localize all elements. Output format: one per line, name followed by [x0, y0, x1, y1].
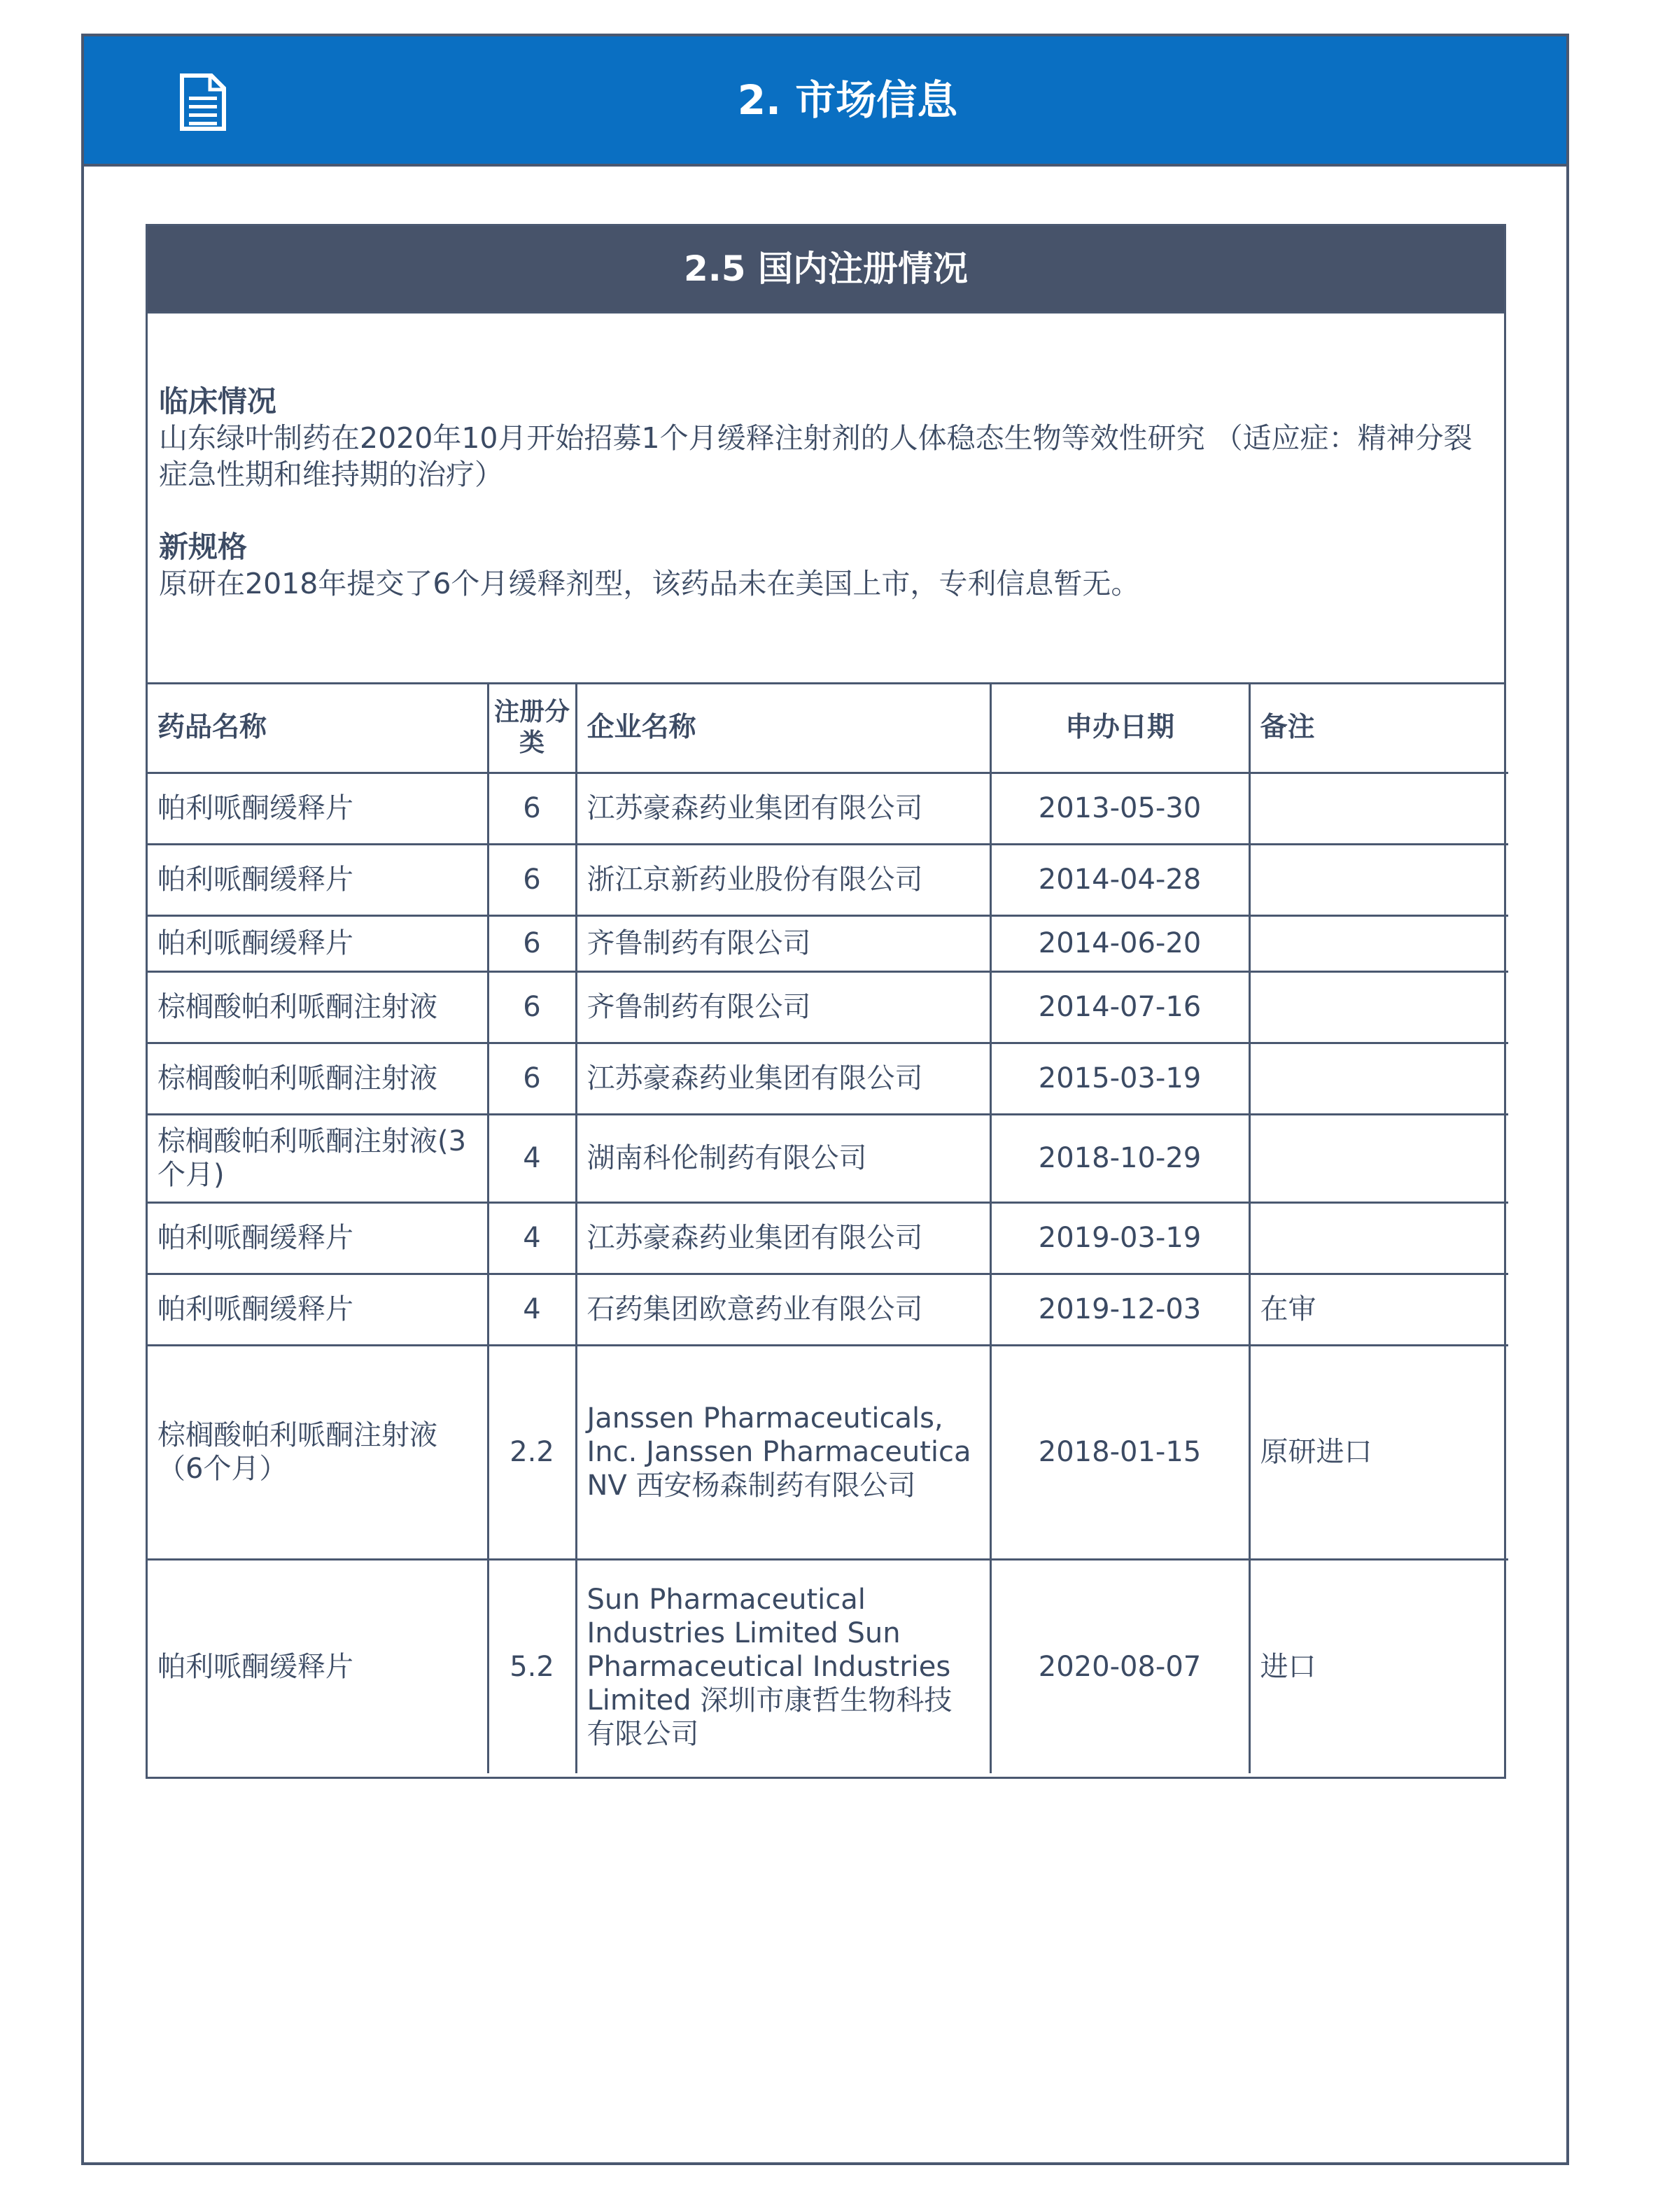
cell-date: 2018-01-15 [990, 1345, 1249, 1559]
cell-note [1249, 844, 1508, 915]
cell-note: 进口 [1249, 1559, 1508, 1773]
cell-class: 6 [488, 1043, 576, 1114]
page-frame [81, 34, 1569, 2165]
cell-date: 2014-06-20 [990, 915, 1249, 971]
cell-note [1249, 1043, 1508, 1114]
table-row [148, 915, 1508, 971]
cell-drug: 帕利哌酮缓释片 [148, 1559, 488, 1773]
cell-drug: 棕榈酸帕利哌酮注射液 [148, 1043, 488, 1114]
cell-note [1249, 971, 1508, 1043]
header-date: 申办日期 [990, 684, 1249, 773]
header-class: 注册分类 [488, 684, 576, 773]
table-row [148, 1043, 1508, 1114]
registration-table [148, 684, 1508, 1773]
cell-drug: 帕利哌酮缓释片 [148, 1274, 488, 1345]
cell-date: 2020-08-07 [990, 1559, 1249, 1773]
page-header [84, 36, 1566, 167]
cell-class: 5.2 [488, 1559, 576, 1773]
table-row [148, 773, 1508, 844]
intro-block [148, 314, 1504, 684]
cell-company: 江苏豪森药业集团有限公司 [576, 1202, 990, 1274]
cell-class: 4 [488, 1114, 576, 1202]
table-row [148, 971, 1508, 1043]
cell-class: 4 [488, 1202, 576, 1274]
table-row [148, 1274, 1508, 1345]
table-row [148, 1114, 1508, 1202]
cell-drug: 棕榈酸帕利哌酮注射液(3个月) [148, 1114, 488, 1202]
table-row [148, 1345, 1508, 1559]
cell-note [1249, 773, 1508, 844]
cell-class: 6 [488, 971, 576, 1043]
table-row [148, 844, 1508, 915]
cell-company: 江苏豪森药业集团有限公司 [576, 773, 990, 844]
cell-note: 原研进口 [1249, 1345, 1508, 1559]
header-company: 企业名称 [576, 684, 990, 773]
cell-company: 石药集团欧意药业有限公司 [576, 1274, 990, 1345]
cell-date: 2015-03-19 [990, 1043, 1249, 1114]
cell-company: 湖南科伦制药有限公司 [576, 1114, 990, 1202]
cell-drug: 帕利哌酮缓释片 [148, 773, 488, 844]
clinical-heading: 临床情况 [159, 384, 277, 418]
header-note: 备注 [1249, 684, 1508, 773]
spec-heading: 新规格 [159, 530, 248, 564]
cell-drug: 帕利哌酮缓释片 [148, 844, 488, 915]
cell-company: 齐鲁制药有限公司 [576, 971, 990, 1043]
cell-company: Sun Pharmaceutical Industries Limited Sun Pharmaceutical Industries Limited 深圳市康哲生物科技有限公司 [576, 1559, 990, 1773]
cell-note [1249, 1114, 1508, 1202]
cell-date: 2018-10-29 [990, 1114, 1249, 1202]
cell-drug: 帕利哌酮缓释片 [148, 1202, 488, 1274]
cell-class: 4 [488, 1274, 576, 1345]
cell-note: 在审 [1249, 1274, 1508, 1345]
cell-drug: 棕榈酸帕利哌酮注射液 [148, 971, 488, 1043]
cell-company: 江苏豪森药业集团有限公司 [576, 1043, 990, 1114]
cell-class: 6 [488, 915, 576, 971]
table-row [148, 1202, 1508, 1274]
table-row [148, 1559, 1508, 1773]
clinical-text: 山东绿叶制药在2020年10月开始招募1个月缓释注射剂的人体稳态生物等效性研究 （适应症：精神分裂症急性期和维持期的治疗） [159, 421, 1473, 491]
cell-drug: 棕榈酸帕利哌酮注射液（6个月） [148, 1345, 488, 1559]
cell-class: 6 [488, 844, 576, 915]
cell-company: Janssen Pharmaceuticals, Inc. Janssen Pharmaceutica NV 西安杨森制药有限公司 [576, 1345, 990, 1559]
cell-date: 2019-12-03 [990, 1274, 1249, 1345]
cell-company: 浙江京新药业股份有限公司 [576, 844, 990, 915]
table-header-row [148, 684, 1508, 773]
registration-section [146, 224, 1506, 1779]
header-drug: 药品名称 [148, 684, 488, 773]
cell-date: 2019-03-19 [990, 1202, 1249, 1274]
cell-date: 2014-07-16 [990, 971, 1249, 1043]
cell-class: 6 [488, 773, 576, 844]
cell-note [1249, 1202, 1508, 1274]
page-title: 2. 市场信息 [737, 76, 958, 124]
cell-date: 2013-05-30 [990, 773, 1249, 844]
spec-text: 原研在2018年提交了6个月缓释剂型，该药品未在美国上市，专利信息暂无。 [159, 567, 1140, 600]
cell-date: 2014-04-28 [990, 844, 1249, 915]
cell-class: 2.2 [488, 1345, 576, 1559]
section-title: 2.5 国内注册情况 [148, 226, 1504, 314]
cell-company: 齐鲁制药有限公司 [576, 915, 990, 971]
cell-note [1249, 915, 1508, 971]
cell-drug: 帕利哌酮缓释片 [148, 915, 488, 971]
